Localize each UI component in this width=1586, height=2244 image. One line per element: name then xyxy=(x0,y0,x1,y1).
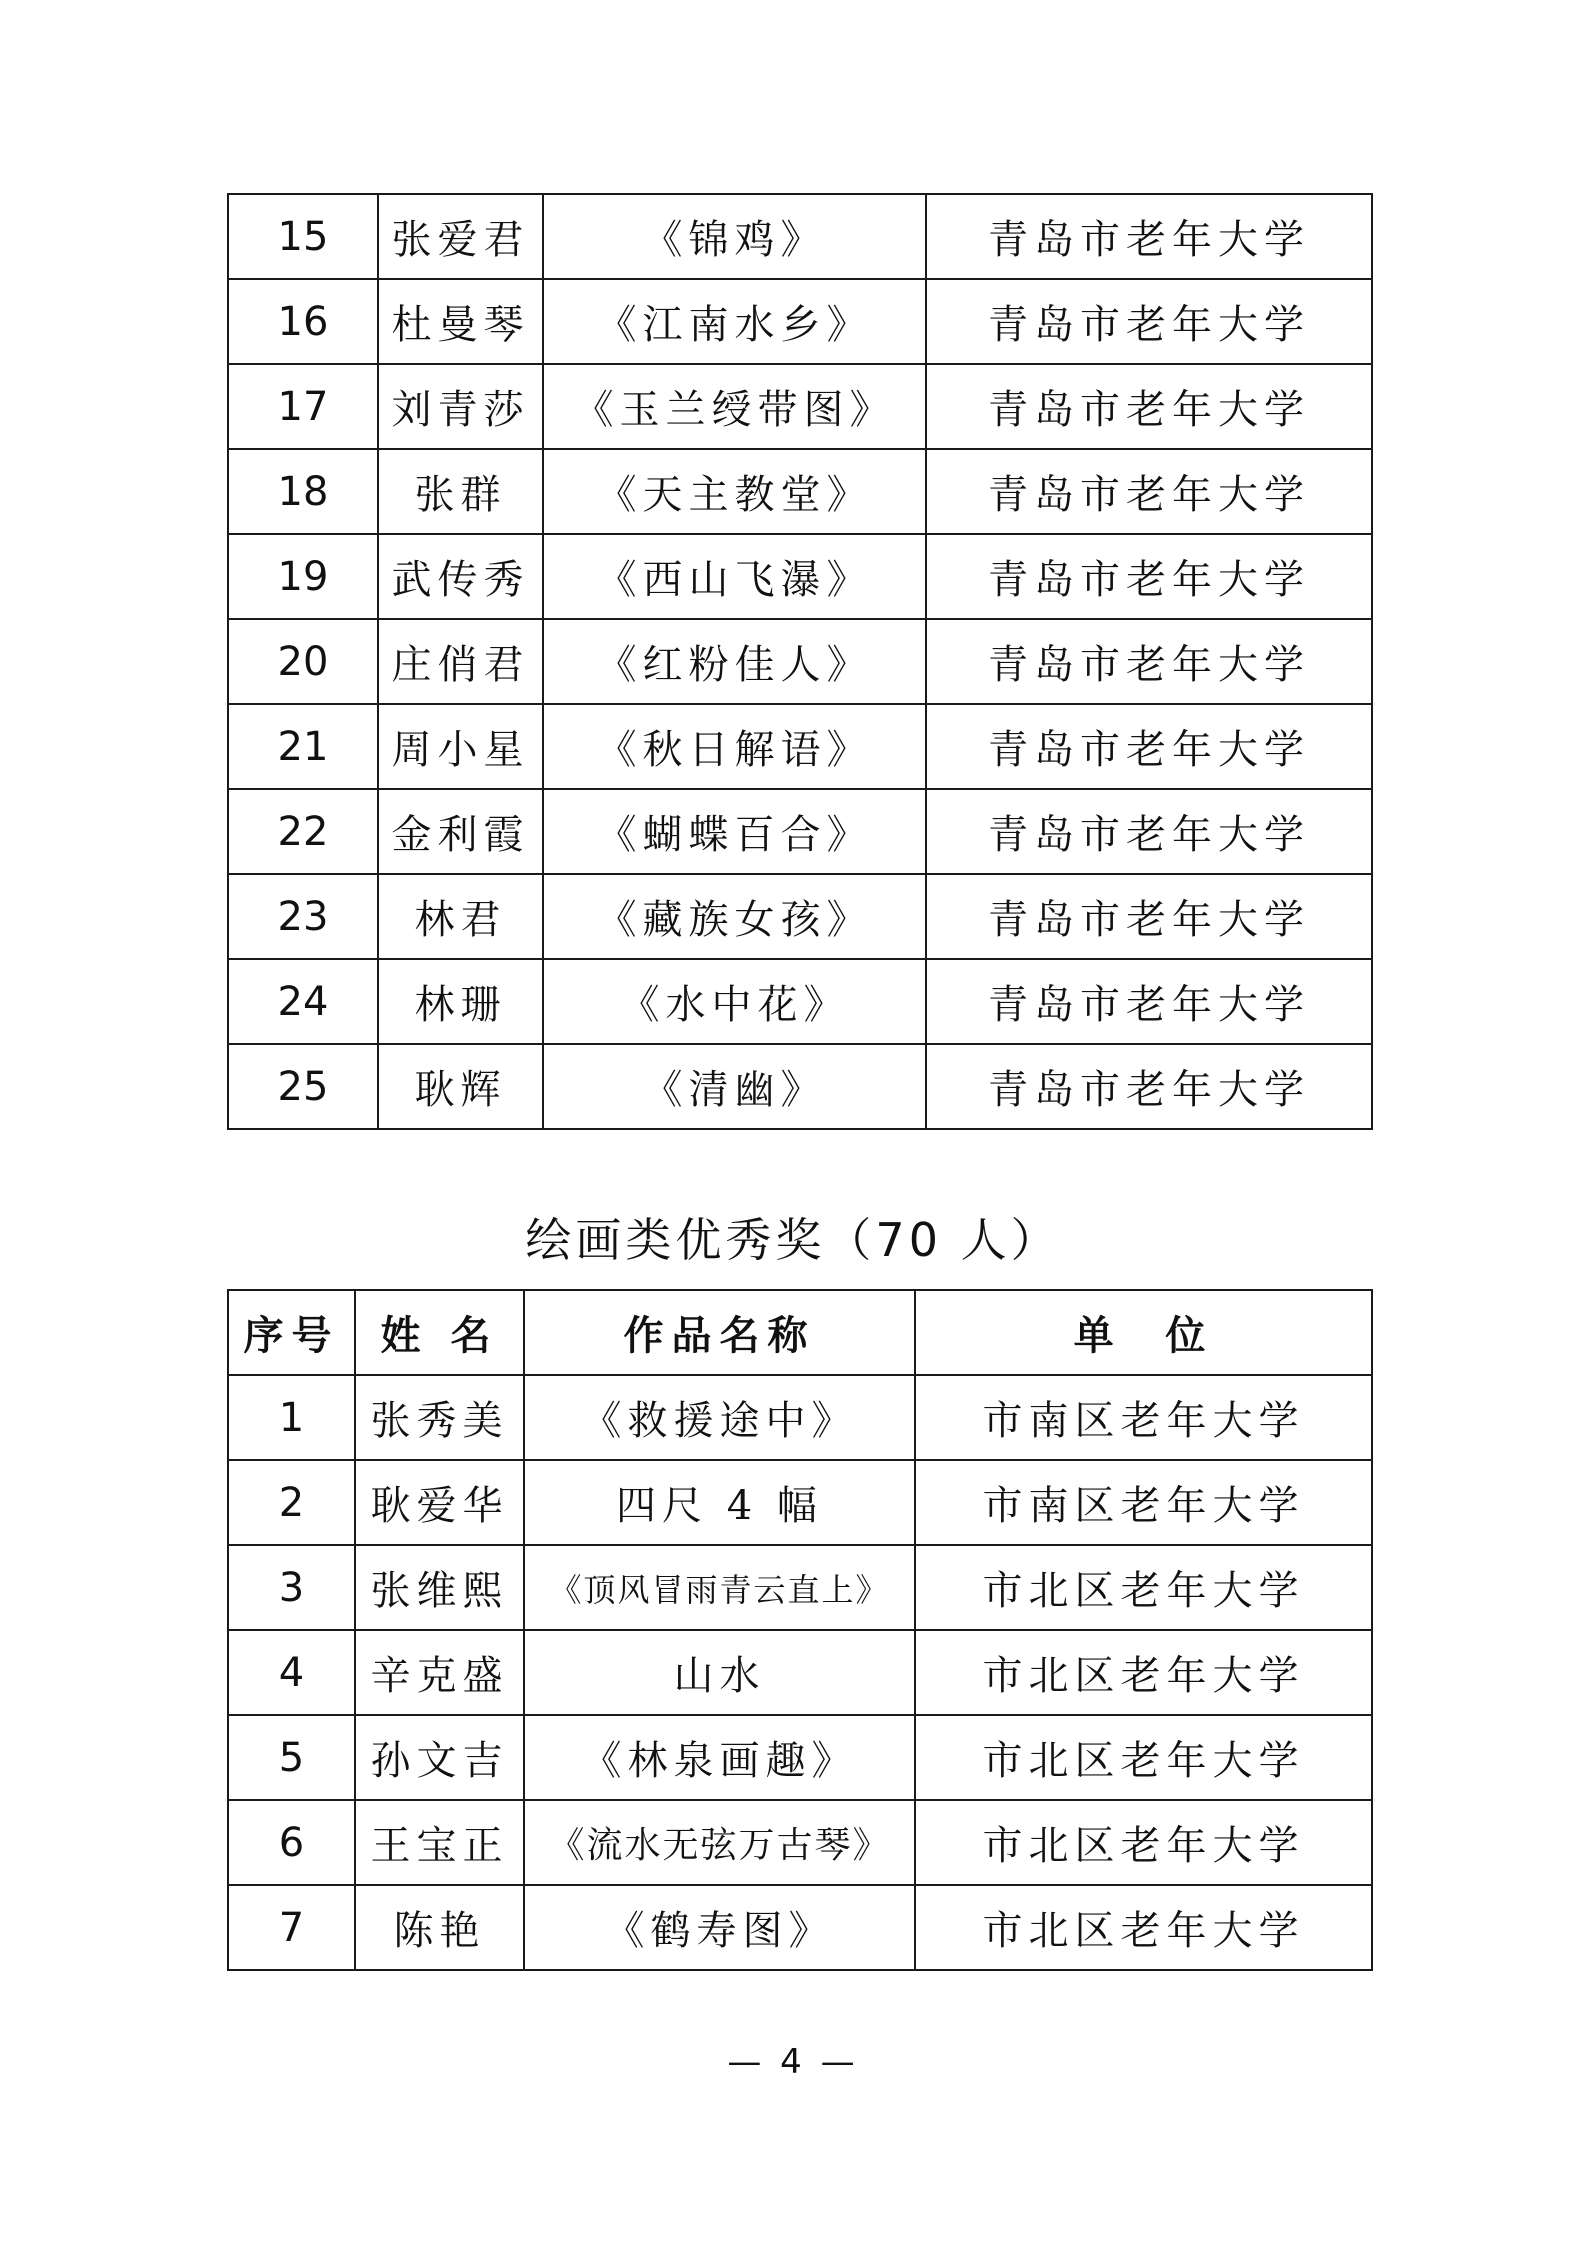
table-header-row xyxy=(228,1290,1372,1375)
serial-number: 16 xyxy=(228,279,378,364)
person-name: 张群 xyxy=(378,449,543,534)
table-row xyxy=(228,959,1372,1044)
unit-name: 市北区老年大学 xyxy=(915,1630,1372,1715)
person-name: 刘青莎 xyxy=(378,364,543,449)
person-name: 林珊 xyxy=(378,959,543,1044)
table-row xyxy=(228,1460,1372,1545)
header-work-title: 作品名称 xyxy=(524,1290,915,1375)
unit-name: 青岛市老年大学 xyxy=(926,364,1372,449)
serial-number: 4 xyxy=(228,1630,355,1715)
table-row xyxy=(228,364,1372,449)
person-name: 耿爱华 xyxy=(355,1460,524,1545)
serial-number: 19 xyxy=(228,534,378,619)
award-table-continued xyxy=(227,193,1373,1130)
serial-number: 20 xyxy=(228,619,378,704)
unit-name: 青岛市老年大学 xyxy=(926,279,1372,364)
table-row xyxy=(228,874,1372,959)
work-title: 《林泉画趣》 xyxy=(524,1715,915,1800)
table-row xyxy=(228,1800,1372,1885)
person-name: 张秀美 xyxy=(355,1375,524,1460)
table-row xyxy=(228,789,1372,874)
table-row xyxy=(228,1715,1372,1800)
unit-name: 市南区老年大学 xyxy=(915,1460,1372,1545)
person-name: 张爱君 xyxy=(378,194,543,279)
work-title: 《蝴蝶百合》 xyxy=(543,789,926,874)
serial-number: 17 xyxy=(228,364,378,449)
serial-number: 2 xyxy=(228,1460,355,1545)
work-title: 《流水无弦万古琴》 xyxy=(524,1800,915,1885)
person-name: 陈艳 xyxy=(355,1885,524,1970)
work-title: 《江南水乡》 xyxy=(543,279,926,364)
unit-name: 青岛市老年大学 xyxy=(926,789,1372,874)
serial-number: 6 xyxy=(228,1800,355,1885)
work-title: 《秋日解语》 xyxy=(543,704,926,789)
table-row xyxy=(228,449,1372,534)
serial-number: 3 xyxy=(228,1545,355,1630)
serial-number: 15 xyxy=(228,194,378,279)
table-row xyxy=(228,704,1372,789)
table-row xyxy=(228,1375,1372,1460)
header-unit: 单 位 xyxy=(915,1290,1372,1375)
page-number: — 4 — xyxy=(727,2042,859,2082)
unit-name: 青岛市老年大学 xyxy=(926,449,1372,534)
serial-number: 21 xyxy=(228,704,378,789)
person-name: 孙文吉 xyxy=(355,1715,524,1800)
serial-number: 1 xyxy=(228,1375,355,1460)
work-title: 《救援途中》 xyxy=(524,1375,915,1460)
person-name: 周小星 xyxy=(378,704,543,789)
unit-name: 青岛市老年大学 xyxy=(926,959,1372,1044)
serial-number: 7 xyxy=(228,1885,355,1970)
unit-name: 青岛市老年大学 xyxy=(926,534,1372,619)
unit-name: 市南区老年大学 xyxy=(915,1375,1372,1460)
table-row xyxy=(228,1545,1372,1630)
work-title: 《天主教堂》 xyxy=(543,449,926,534)
serial-number: 25 xyxy=(228,1044,378,1129)
person-name: 王宝正 xyxy=(355,1800,524,1885)
unit-name: 青岛市老年大学 xyxy=(926,194,1372,279)
serial-number: 5 xyxy=(228,1715,355,1800)
person-name: 林君 xyxy=(378,874,543,959)
unit-name: 青岛市老年大学 xyxy=(926,619,1372,704)
unit-name: 市北区老年大学 xyxy=(915,1885,1372,1970)
work-title: 《红粉佳人》 xyxy=(543,619,926,704)
unit-name: 青岛市老年大学 xyxy=(926,1044,1372,1129)
table-row xyxy=(228,619,1372,704)
section-title: 绘画类优秀奖（70 人） xyxy=(525,1213,1061,1267)
table-row xyxy=(228,279,1372,364)
person-name: 金利霞 xyxy=(378,789,543,874)
person-name: 辛克盛 xyxy=(355,1630,524,1715)
work-title: 《水中花》 xyxy=(543,959,926,1044)
serial-number: 22 xyxy=(228,789,378,874)
table-row xyxy=(228,194,1372,279)
unit-name: 市北区老年大学 xyxy=(915,1545,1372,1630)
person-name: 杜曼琴 xyxy=(378,279,543,364)
work-title: 《清幽》 xyxy=(543,1044,926,1129)
table-row xyxy=(228,534,1372,619)
unit-name: 市北区老年大学 xyxy=(915,1715,1372,1800)
person-name: 武传秀 xyxy=(378,534,543,619)
person-name: 张维熙 xyxy=(355,1545,524,1630)
serial-number: 24 xyxy=(228,959,378,1044)
unit-name: 青岛市老年大学 xyxy=(926,874,1372,959)
work-title: 《鹤寿图》 xyxy=(524,1885,915,1970)
work-title: 山水 xyxy=(524,1630,915,1715)
unit-name: 市北区老年大学 xyxy=(915,1800,1372,1885)
work-title: 《西山飞瀑》 xyxy=(543,534,926,619)
work-title: 四尺 4 幅 xyxy=(524,1460,915,1545)
excellence-award-table xyxy=(227,1289,1373,1971)
person-name: 庄俏君 xyxy=(378,619,543,704)
serial-number: 23 xyxy=(228,874,378,959)
table-row xyxy=(228,1044,1372,1129)
work-title: 《顶风冒雨青云直上》 xyxy=(524,1545,915,1630)
table-row xyxy=(228,1885,1372,1970)
work-title: 《玉兰绶带图》 xyxy=(543,364,926,449)
header-serial-number: 序号 xyxy=(228,1290,355,1375)
header-name: 姓 名 xyxy=(355,1290,524,1375)
work-title: 《锦鸡》 xyxy=(543,194,926,279)
serial-number: 18 xyxy=(228,449,378,534)
unit-name: 青岛市老年大学 xyxy=(926,704,1372,789)
work-title: 《藏族女孩》 xyxy=(543,874,926,959)
table-row xyxy=(228,1630,1372,1715)
person-name: 耿辉 xyxy=(378,1044,543,1129)
